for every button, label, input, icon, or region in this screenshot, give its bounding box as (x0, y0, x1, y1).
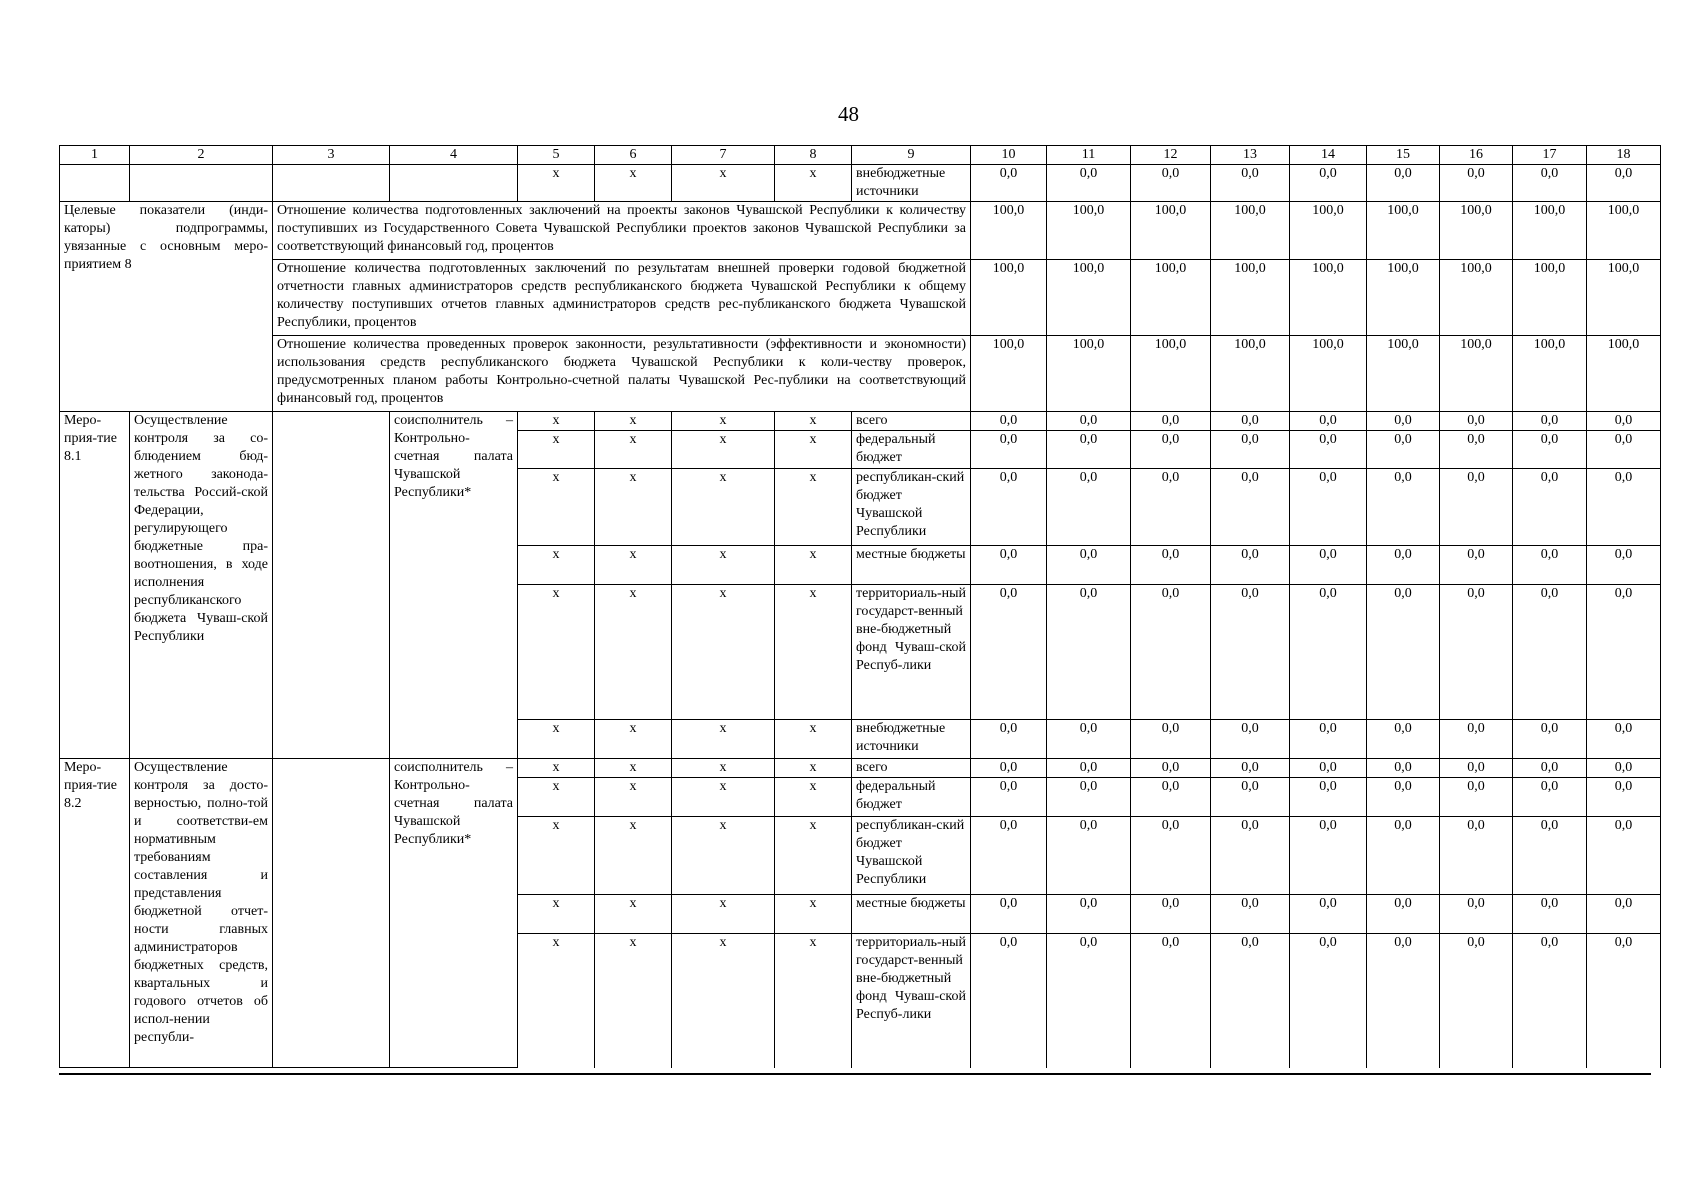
mark-cell: х (518, 817, 595, 895)
measure-name: Осуществление контроля за со-блюдением бюд-жетного законода-тельства Россий-ской Федерации, регулирующего бюджетные пра-воотношения, в ходе исполнения республиканского бюджета Чуваш-ской Республики (130, 412, 273, 759)
mark-cell: х (775, 895, 852, 934)
value-cell: 0,0 (1290, 720, 1367, 759)
value-cell: 0,0 (1290, 817, 1367, 895)
mark-cell: х (595, 720, 672, 759)
value-cell: 0,0 (971, 546, 1047, 585)
mark-cell: х (672, 585, 775, 720)
source-cell: всего (852, 759, 971, 778)
value-cell: 0,0 (1587, 585, 1661, 720)
value-cell: 0,0 (1513, 895, 1587, 934)
mark-cell: х (672, 412, 775, 431)
value-cell: 0,0 (1367, 934, 1440, 1068)
empty-cell (273, 165, 390, 202)
column-number-header: 4 (390, 146, 518, 165)
value-cell: 0,0 (1367, 585, 1440, 720)
value-cell: 100,0 (1440, 260, 1513, 336)
value-cell: 0,0 (1440, 431, 1513, 469)
value-cell: 0,0 (1047, 817, 1131, 895)
value-cell: 0,0 (1131, 895, 1211, 934)
column-number-header: 7 (672, 146, 775, 165)
value-cell: 100,0 (1211, 202, 1290, 260)
value-cell: 100,0 (1131, 260, 1211, 336)
mark-cell: х (518, 412, 595, 431)
value-cell: 0,0 (1587, 412, 1661, 431)
indicator-text: Отношение количества проведенных проверок законности, результативности (эффективности и экономности) использования средств республиканского бюджета Чувашской Республики к коли-честву проверок, предусмотренных планом работы Контрольно-счетной палаты Чувашской Рес-публики на соответствующий финансовый год, процентов (273, 336, 971, 412)
column-number-header: 14 (1290, 146, 1367, 165)
value-cell: 0,0 (1440, 817, 1513, 895)
column-number-header: 9 (852, 146, 971, 165)
value-cell: 0,0 (1513, 165, 1587, 202)
source-cell: внебюджетные источники (852, 165, 971, 202)
value-cell: 0,0 (1440, 934, 1513, 1068)
value-cell: 0,0 (1290, 165, 1367, 202)
value-cell: 0,0 (1290, 469, 1367, 546)
source-cell: территориаль-ный государст-венный вне-бюджетный фонд Чуваш-ской Респуб-лики (852, 934, 971, 1068)
mark-cell: х (595, 431, 672, 469)
value-cell: 100,0 (1047, 260, 1131, 336)
value-cell: 0,0 (1367, 412, 1440, 431)
value-cell: 0,0 (1367, 720, 1440, 759)
value-cell: 100,0 (1047, 336, 1131, 412)
value-cell: 100,0 (1440, 202, 1513, 260)
value-cell: 100,0 (971, 202, 1047, 260)
mark-cell: х (672, 720, 775, 759)
value-cell: 100,0 (1290, 336, 1367, 412)
value-cell: 100,0 (1047, 202, 1131, 260)
mark-cell: х (672, 895, 775, 934)
value-cell: 0,0 (1131, 412, 1211, 431)
value-cell: 0,0 (1290, 895, 1367, 934)
mark-cell: х (518, 585, 595, 720)
value-cell: 0,0 (971, 720, 1047, 759)
value-cell: 0,0 (1131, 469, 1211, 546)
value-cell: 0,0 (971, 431, 1047, 469)
mark-cell: х (672, 759, 775, 778)
value-cell: 100,0 (1440, 336, 1513, 412)
measure-row (60, 759, 1661, 778)
indicator-row (60, 260, 1661, 336)
value-cell: 100,0 (971, 260, 1047, 336)
value-cell: 0,0 (1047, 759, 1131, 778)
source-cell: всего (852, 412, 971, 431)
value-cell: 0,0 (1367, 759, 1440, 778)
mark-cell: х (775, 431, 852, 469)
value-cell: 0,0 (1211, 895, 1290, 934)
mark-cell: х (775, 778, 852, 817)
value-cell: 0,0 (1440, 412, 1513, 431)
value-cell: 0,0 (1587, 895, 1661, 934)
value-cell: 0,0 (1440, 585, 1513, 720)
source-cell: внебюджетные источники (852, 720, 971, 759)
measure-label: Меро-прия-тие 8.1 (60, 412, 130, 759)
mark-cell: х (518, 778, 595, 817)
value-cell: 0,0 (1047, 469, 1131, 546)
value-cell: 0,0 (1587, 165, 1661, 202)
column-number-header: 17 (1513, 146, 1587, 165)
value-cell: 0,0 (1587, 934, 1661, 1068)
value-cell: 0,0 (1440, 778, 1513, 817)
mark-cell: х (775, 546, 852, 585)
value-cell: 0,0 (1211, 412, 1290, 431)
value-cell: 100,0 (1211, 260, 1290, 336)
mark-cell: х (518, 431, 595, 469)
value-cell: 0,0 (1211, 165, 1290, 202)
indicator-text: Отношение количества подготовленных заключений по результатам внешней проверки годовой бюджетной отчетности главных администраторов средств республиканского бюджета Чувашской Республики к общему количеству поступивших отчетов главных администраторов средств рес-публиканского бюджета Чувашской Республики, процентов (273, 260, 971, 336)
value-cell: 0,0 (1047, 546, 1131, 585)
value-cell: 0,0 (971, 934, 1047, 1068)
measure-label: Меро-прия-тие 8.2 (60, 759, 130, 1068)
mark-cell: х (518, 720, 595, 759)
value-cell: 0,0 (1587, 469, 1661, 546)
column-number-header: 3 (273, 146, 390, 165)
value-cell: 0,0 (1211, 546, 1290, 585)
value-cell: 0,0 (1290, 431, 1367, 469)
value-cell: 0,0 (1513, 431, 1587, 469)
value-cell: 0,0 (1513, 720, 1587, 759)
value-cell: 100,0 (1290, 202, 1367, 260)
value-cell: 0,0 (971, 585, 1047, 720)
source-cell: местные бюджеты (852, 895, 971, 934)
value-cell: 0,0 (1290, 412, 1367, 431)
value-cell: 0,0 (1513, 412, 1587, 431)
column-number-header: 11 (1047, 146, 1131, 165)
value-cell: 0,0 (1290, 934, 1367, 1068)
mark-cell: х (518, 165, 595, 202)
mark-cell: х (775, 412, 852, 431)
value-cell: 0,0 (971, 412, 1047, 431)
value-cell: 0,0 (1211, 431, 1290, 469)
column-number-header: 8 (775, 146, 852, 165)
value-cell: 0,0 (1367, 895, 1440, 934)
mark-cell: х (775, 817, 852, 895)
value-cell: 0,0 (1131, 778, 1211, 817)
mark-cell: х (672, 778, 775, 817)
mark-cell: х (672, 934, 775, 1068)
value-cell: 0,0 (1513, 778, 1587, 817)
indicator-text: Отношение количества подготовленных заключений на проекты законов Чувашской Республики к количеству поступивших из Государственного Совета Чувашской Республики проектов законов Чувашской Республики за соответствующий финансовый год, процентов (273, 202, 971, 260)
column-number-header: 10 (971, 146, 1047, 165)
value-cell: 0,0 (1513, 585, 1587, 720)
value-cell: 0,0 (1131, 431, 1211, 469)
value-cell: 0,0 (1513, 546, 1587, 585)
value-cell: 0,0 (1131, 817, 1211, 895)
mark-cell: х (775, 165, 852, 202)
value-cell: 100,0 (1513, 336, 1587, 412)
mark-cell: х (595, 778, 672, 817)
mark-cell: х (595, 759, 672, 778)
column-number-header: 18 (1587, 146, 1661, 165)
value-cell: 0,0 (1367, 469, 1440, 546)
source-cell: местные бюджеты (852, 546, 971, 585)
source-cell: федеральный бюджет (852, 778, 971, 817)
mark-cell: х (518, 934, 595, 1068)
value-cell: 100,0 (1211, 336, 1290, 412)
mark-cell: х (518, 469, 595, 546)
mark-cell: х (672, 546, 775, 585)
value-cell: 0,0 (971, 759, 1047, 778)
value-cell: 0,0 (1587, 817, 1661, 895)
value-cell: 0,0 (1587, 431, 1661, 469)
value-cell: 0,0 (971, 778, 1047, 817)
value-cell: 0,0 (1131, 546, 1211, 585)
value-cell: 100,0 (1367, 202, 1440, 260)
indicators-label: Целевые показатели (инди-каторы) подпрограммы, увязанные с основным меро-приятием 8 (60, 202, 273, 412)
value-cell: 100,0 (1131, 202, 1211, 260)
value-cell: 0,0 (1440, 546, 1513, 585)
mark-cell: х (672, 431, 775, 469)
value-cell: 0,0 (1367, 817, 1440, 895)
value-cell: 0,0 (1513, 817, 1587, 895)
mark-cell: х (595, 895, 672, 934)
mark-cell: х (672, 817, 775, 895)
mark-cell: х (518, 759, 595, 778)
column-number-header: 12 (1131, 146, 1211, 165)
mark-cell: х (775, 720, 852, 759)
value-cell: 100,0 (1513, 202, 1587, 260)
value-cell: 0,0 (1211, 469, 1290, 546)
mark-cell: х (595, 412, 672, 431)
mark-cell: х (595, 817, 672, 895)
value-cell: 0,0 (1587, 778, 1661, 817)
source-cell: федеральный бюджет (852, 431, 971, 469)
value-cell: 100,0 (1587, 336, 1661, 412)
value-cell: 0,0 (1211, 585, 1290, 720)
empty-cell (390, 165, 518, 202)
value-cell: 0,0 (1290, 546, 1367, 585)
column-number-header: 15 (1367, 146, 1440, 165)
value-cell: 100,0 (1367, 260, 1440, 336)
measure-name: Осуществление контроля за досто-верностью, полно-той и соответстви-ем нормативным требованиям составления и представления бюджетной отчет-ности главных администраторов бюджетных средств, квартальных и годового отчетов об испол-нении республи- (130, 759, 273, 1068)
value-cell: 0,0 (1211, 720, 1290, 759)
column-number-header: 16 (1440, 146, 1513, 165)
value-cell: 0,0 (1440, 895, 1513, 934)
value-cell: 0,0 (1047, 895, 1131, 934)
mark-cell: х (672, 469, 775, 546)
value-cell: 0,0 (1440, 759, 1513, 778)
mark-cell: х (775, 759, 852, 778)
value-cell: 0,0 (1047, 720, 1131, 759)
value-cell: 0,0 (1131, 165, 1211, 202)
value-cell: 100,0 (971, 336, 1047, 412)
value-cell: 0,0 (1047, 585, 1131, 720)
value-cell: 0,0 (1211, 934, 1290, 1068)
mark-cell: х (775, 585, 852, 720)
empty-cell (273, 759, 390, 1068)
mark-cell: х (595, 546, 672, 585)
value-cell: 0,0 (1290, 759, 1367, 778)
empty-cell (130, 165, 273, 202)
value-cell: 0,0 (1131, 585, 1211, 720)
budget-table (59, 145, 1661, 1068)
value-cell: 100,0 (1131, 336, 1211, 412)
column-number-header: 5 (518, 146, 595, 165)
empty-cell (273, 412, 390, 759)
continuation-row (60, 165, 1661, 202)
mark-cell: х (595, 165, 672, 202)
value-cell: 0,0 (1440, 720, 1513, 759)
mark-cell: х (518, 895, 595, 934)
value-cell: 0,0 (971, 165, 1047, 202)
value-cell: 0,0 (1367, 778, 1440, 817)
source-cell: республикан-ский бюджет Чувашской Республики (852, 469, 971, 546)
value-cell: 0,0 (1211, 778, 1290, 817)
empty-cell (60, 165, 130, 202)
value-cell: 0,0 (1047, 412, 1131, 431)
value-cell: 0,0 (971, 895, 1047, 934)
mark-cell: х (595, 934, 672, 1068)
value-cell: 0,0 (1587, 759, 1661, 778)
column-number-row (60, 146, 1661, 165)
value-cell: 0,0 (1290, 585, 1367, 720)
page-number: 48 (838, 102, 859, 126)
value-cell: 0,0 (1367, 431, 1440, 469)
value-cell: 100,0 (1290, 260, 1367, 336)
value-cell: 0,0 (971, 469, 1047, 546)
value-cell: 0,0 (971, 817, 1047, 895)
source-cell: республикан-ский бюджет Чувашской Республики (852, 817, 971, 895)
value-cell: 0,0 (1047, 165, 1131, 202)
mark-cell: х (775, 469, 852, 546)
value-cell: 0,0 (1513, 759, 1587, 778)
mark-cell: х (595, 585, 672, 720)
table-bottom-rule (59, 1073, 1651, 1075)
mark-cell: х (518, 546, 595, 585)
measure-row (60, 412, 1661, 431)
mark-cell: х (775, 934, 852, 1068)
value-cell: 0,0 (1047, 431, 1131, 469)
value-cell: 0,0 (1131, 759, 1211, 778)
column-number-header: 1 (60, 146, 130, 165)
mark-cell: х (595, 469, 672, 546)
value-cell: 0,0 (1047, 778, 1131, 817)
value-cell: 0,0 (1211, 759, 1290, 778)
value-cell: 100,0 (1513, 260, 1587, 336)
value-cell: 0,0 (1211, 817, 1290, 895)
value-cell: 0,0 (1131, 720, 1211, 759)
measure-executor: соисполнитель – Контрольно-счетная палата Чувашской Республики* (390, 412, 518, 759)
value-cell: 0,0 (1047, 934, 1131, 1068)
indicator-row (60, 202, 1661, 260)
value-cell: 100,0 (1367, 336, 1440, 412)
value-cell: 0,0 (1367, 546, 1440, 585)
value-cell: 0,0 (1367, 165, 1440, 202)
measure-executor: соисполнитель – Контрольно-счетная палата Чувашской Республики* (390, 759, 518, 1068)
value-cell: 100,0 (1587, 202, 1661, 260)
value-cell: 0,0 (1290, 778, 1367, 817)
column-number-header: 6 (595, 146, 672, 165)
value-cell: 0,0 (1587, 546, 1661, 585)
value-cell: 0,0 (1513, 469, 1587, 546)
column-number-header: 13 (1211, 146, 1290, 165)
value-cell: 0,0 (1440, 469, 1513, 546)
value-cell: 0,0 (1587, 720, 1661, 759)
value-cell: 0,0 (1513, 934, 1587, 1068)
value-cell: 0,0 (1440, 165, 1513, 202)
value-cell: 100,0 (1587, 260, 1661, 336)
column-number-header: 2 (130, 146, 273, 165)
value-cell: 0,0 (1131, 934, 1211, 1068)
source-cell: территориаль-ный государст-венный вне-бюджетный фонд Чуваш-ской Респуб-лики (852, 585, 971, 720)
indicator-row (60, 336, 1661, 412)
mark-cell: х (672, 165, 775, 202)
